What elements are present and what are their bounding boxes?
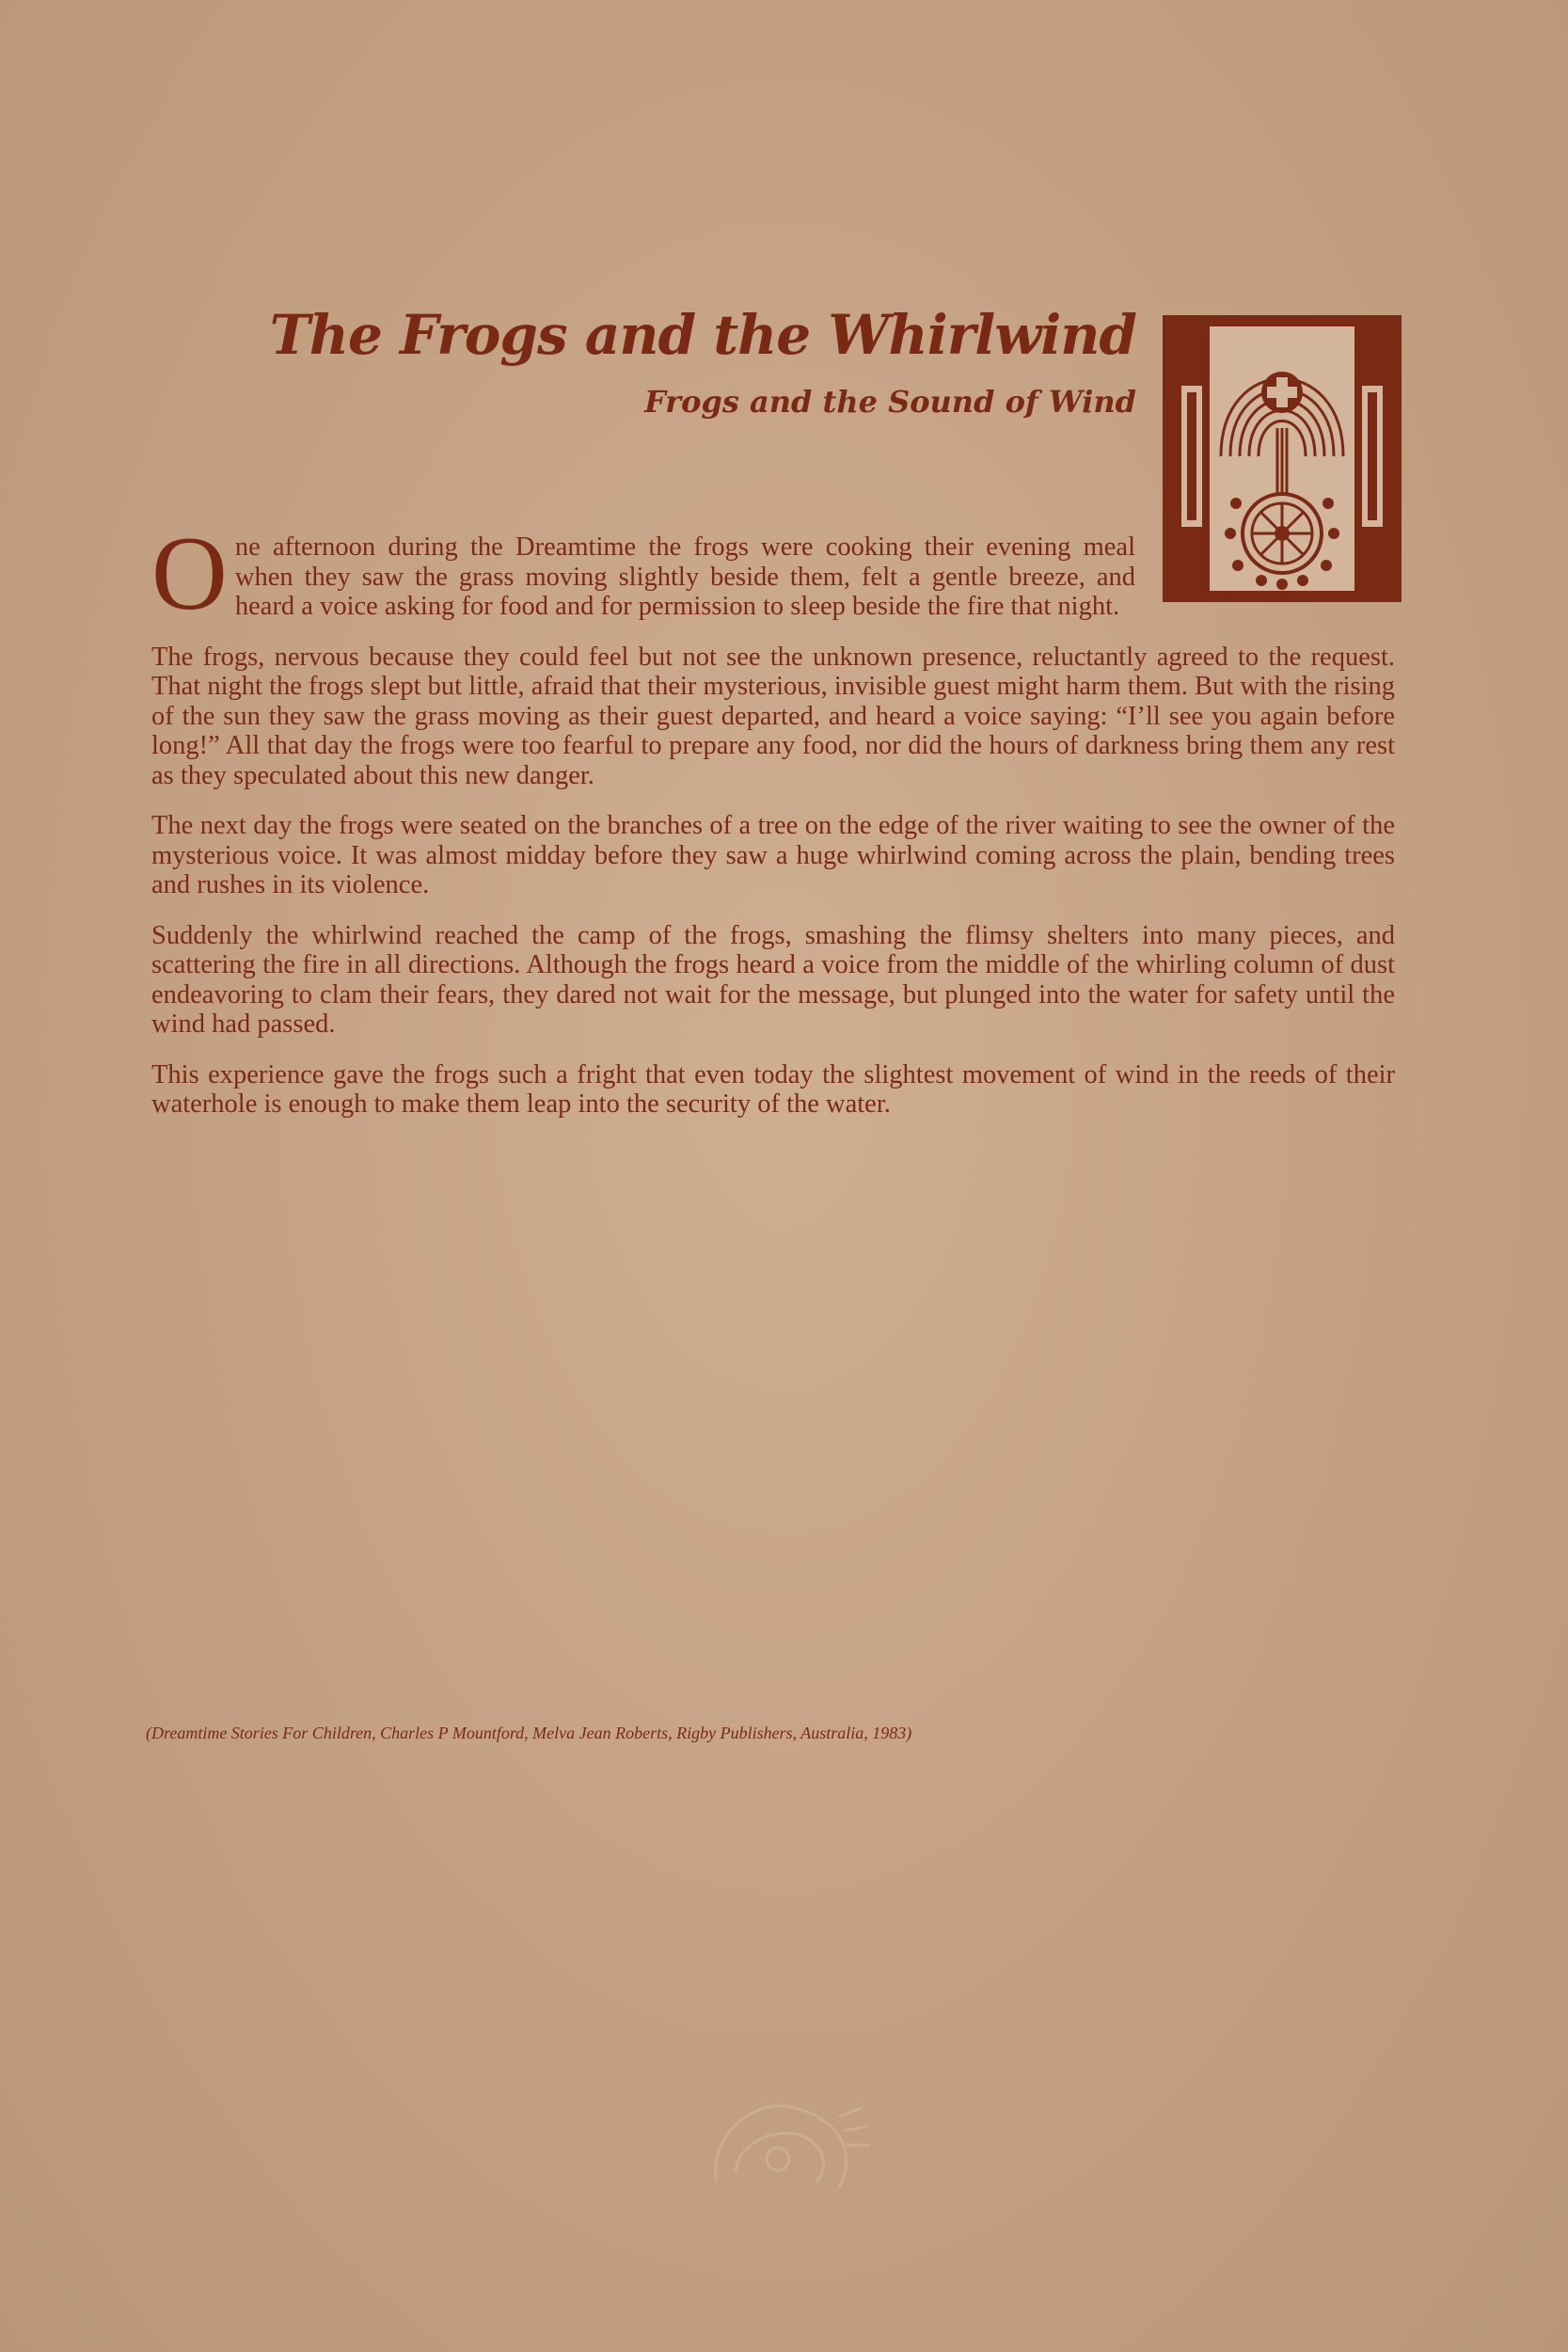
story-paragraph-1 <box>151 516 1135 632</box>
story-title: The Frogs and the Whirlwind <box>269 303 1136 367</box>
embossed-stamp-icon <box>698 2079 872 2211</box>
story-subtitle: Frogs and the Sound of Wind <box>644 384 1136 420</box>
drop-cap: O <box>151 516 228 632</box>
story-paragraph-5: This experience gave the frogs such a fright that even today the slightest movement of wind in the reeds of their waterhole is enough to make them leap into the security of the water. <box>151 1059 1395 1119</box>
story-body <box>151 516 1395 1140</box>
story-paragraph-2: The frogs, nervous because they could feel but not see the unknown presence, reluctantly agreed to the request. That night the frogs slept but little, afraid that their mysterious, invisible guest might harm them. But with the rising of the sun they saw the grass moving as their guest departed, and heard a voice saying: “I’ll see you again before long!” All that day the frogs were too fearful to prepare any food, nor did the hours of darkness bring them any rest as they speculated about this new danger. <box>151 642 1395 790</box>
story-paragraph-3: The next day the frogs were seated on the branches of a tree on the edge of the river waiting to see the owner of the mysterious voice. It was almost midday before they saw a huge whirlwind coming across the plain, bending trees and rushes in its violence. <box>151 811 1395 899</box>
source-citation: (Dreamtime Stories For Children, Charles P Mountford, Melva Jean Roberts, Rigby Publishers, Australia, 1983) <box>146 1724 912 1742</box>
story-paragraph-4: Suddenly the whirlwind reached the camp of the frogs, smashing the flimsy shelters into many pieces, and scattering the fire in all directions. Although the frogs heard a voice from the middle of the whirling column of dust endeavoring to clam their fears, they dared not wait for the message, but plunged into the water for safety until the wind had passed. <box>151 920 1395 1039</box>
paragraph-text: ne afternoon during the Dreamtime the frogs were cooking their evening meal when they saw the grass moving slightly beside them, felt a gentle breeze, and heard a voice asking for food and for permission to sleep beside the fire that night. <box>234 532 1135 621</box>
